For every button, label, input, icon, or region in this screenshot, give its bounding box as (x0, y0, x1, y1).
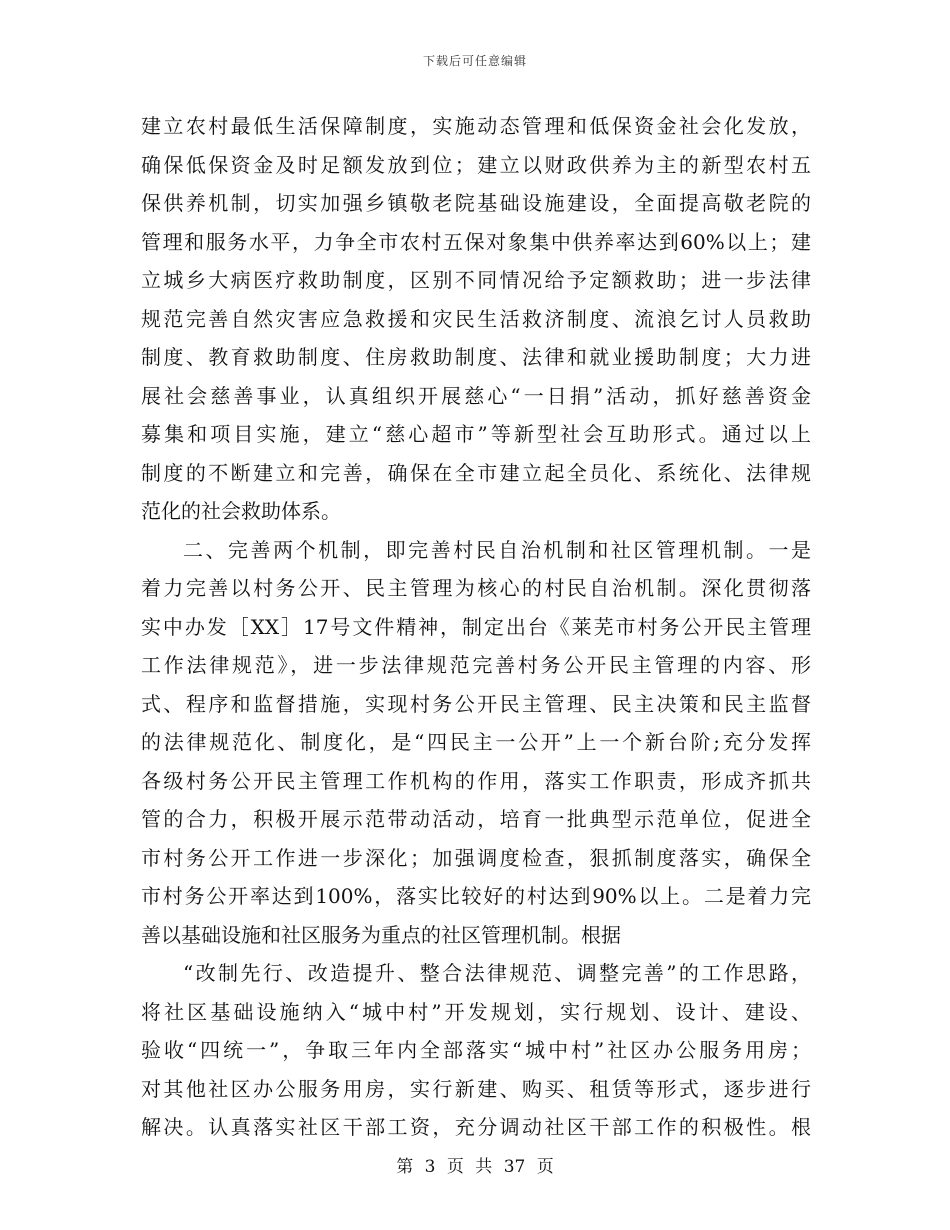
text-line: 式、程序和监督措施，实现村务公开民主管理、民主决策和民主监督 (141, 691, 811, 716)
text-line: 管的合力，积极开展示范带动活动，培育一批典型示范单位，促进全 (141, 807, 811, 831)
text-line: 制度的不断建立和完善，确保在全市建立起全员化、系统化、法律规 (141, 460, 811, 485)
text-line: 实中办发［XX］17号文件精神，制定出台《莱芜市村务公开民主管理 (141, 614, 811, 639)
text-line: 募集和项目实施，建立“慈心超市”等新型社会互助形式。通过以上 (141, 422, 811, 446)
text-line: 展社会慈善事业，认真组织开展慈心“一日捐”活动，抓好慈善资金 (141, 383, 811, 408)
text-line: 保供养机制，切实加强乡镇敬老院基础设施建设，全面提高敬老院的 (141, 191, 811, 215)
document-body (141, 107, 811, 1147)
text-line: 市村务公开工作进一步深化；加强调度检查，狠抓制度落实，确保全 (141, 845, 811, 870)
text-line: 制度、教育救助制度、住房救助制度、法律和就业援助制度；大力进 (141, 345, 811, 369)
text-line: 善以基础设施和社区服务为重点的社区管理机制。根据 (141, 922, 621, 947)
text-line: 管理和服务水平，力争全市农村五保对象集中供养率达到60%以上；建 (141, 229, 811, 254)
paragraph-1 (141, 107, 811, 531)
text-line: 范化的社会救助体系。 (141, 499, 341, 523)
text-line: “改制先行、改造提升、整合法律规范、调整完善”的工作思路， (183, 961, 811, 985)
text-line: 各级村务公开民主管理工作机构的作用，落实工作职责，形成齐抓共 (141, 768, 811, 793)
text-line: 确保低保资金及时足额发放到位；建立以财政供养为主的新型农村五 (141, 152, 811, 177)
text-line: 立城乡大病医疗救助制度，区别不同情况给予定额救助；进一步法律 (141, 268, 811, 292)
text-line: 二、完善两个机制，即完善村民自治机制和社区管理机制。一是 (183, 537, 811, 562)
text-line: 将社区基础设施纳入“城中村”开发规划，实行规划、设计、建设、 (141, 999, 811, 1024)
paragraph-3 (141, 954, 811, 1147)
text-line: 着力完善以村务公开、民主管理为核心的村民自治机制。深化贯彻落 (141, 576, 811, 600)
text-line: 解决。认真落实社区干部工资，充分调动社区干部工作的积极性。根 (141, 1115, 811, 1139)
text-line: 规范完善自然灾害应急救援和灾民生活救济制度、流浪乞讨人员救助 (141, 306, 811, 331)
text-line: 对其他社区办公服务用房，实行新建、购买、租赁等形式，逐步进行 (141, 1076, 811, 1101)
text-line: 市村务公开率达到100%，落实比较好的村达到90%以上。二是着力完 (141, 884, 811, 908)
text-line: 的法律规范化、制度化，是“四民主一公开”上一个新台阶;充分发挥 (141, 730, 811, 754)
text-line: 验收“四统一”，争取三年内全部落实“城中村”社区办公服务用房； (141, 1038, 811, 1062)
text-line: 工作法律规范》，进一步法律规范完善村务公开民主管理的内容、形 (141, 653, 811, 677)
page-header: 下载后可任意编辑 (422, 54, 527, 68)
page-number: 第 3 页 共 37 页 (396, 1157, 554, 1177)
text-line: 建立农村最低生活保障制度，实施动态管理和低保资金社会化发放， (141, 114, 811, 138)
paragraph-2 (141, 531, 811, 955)
